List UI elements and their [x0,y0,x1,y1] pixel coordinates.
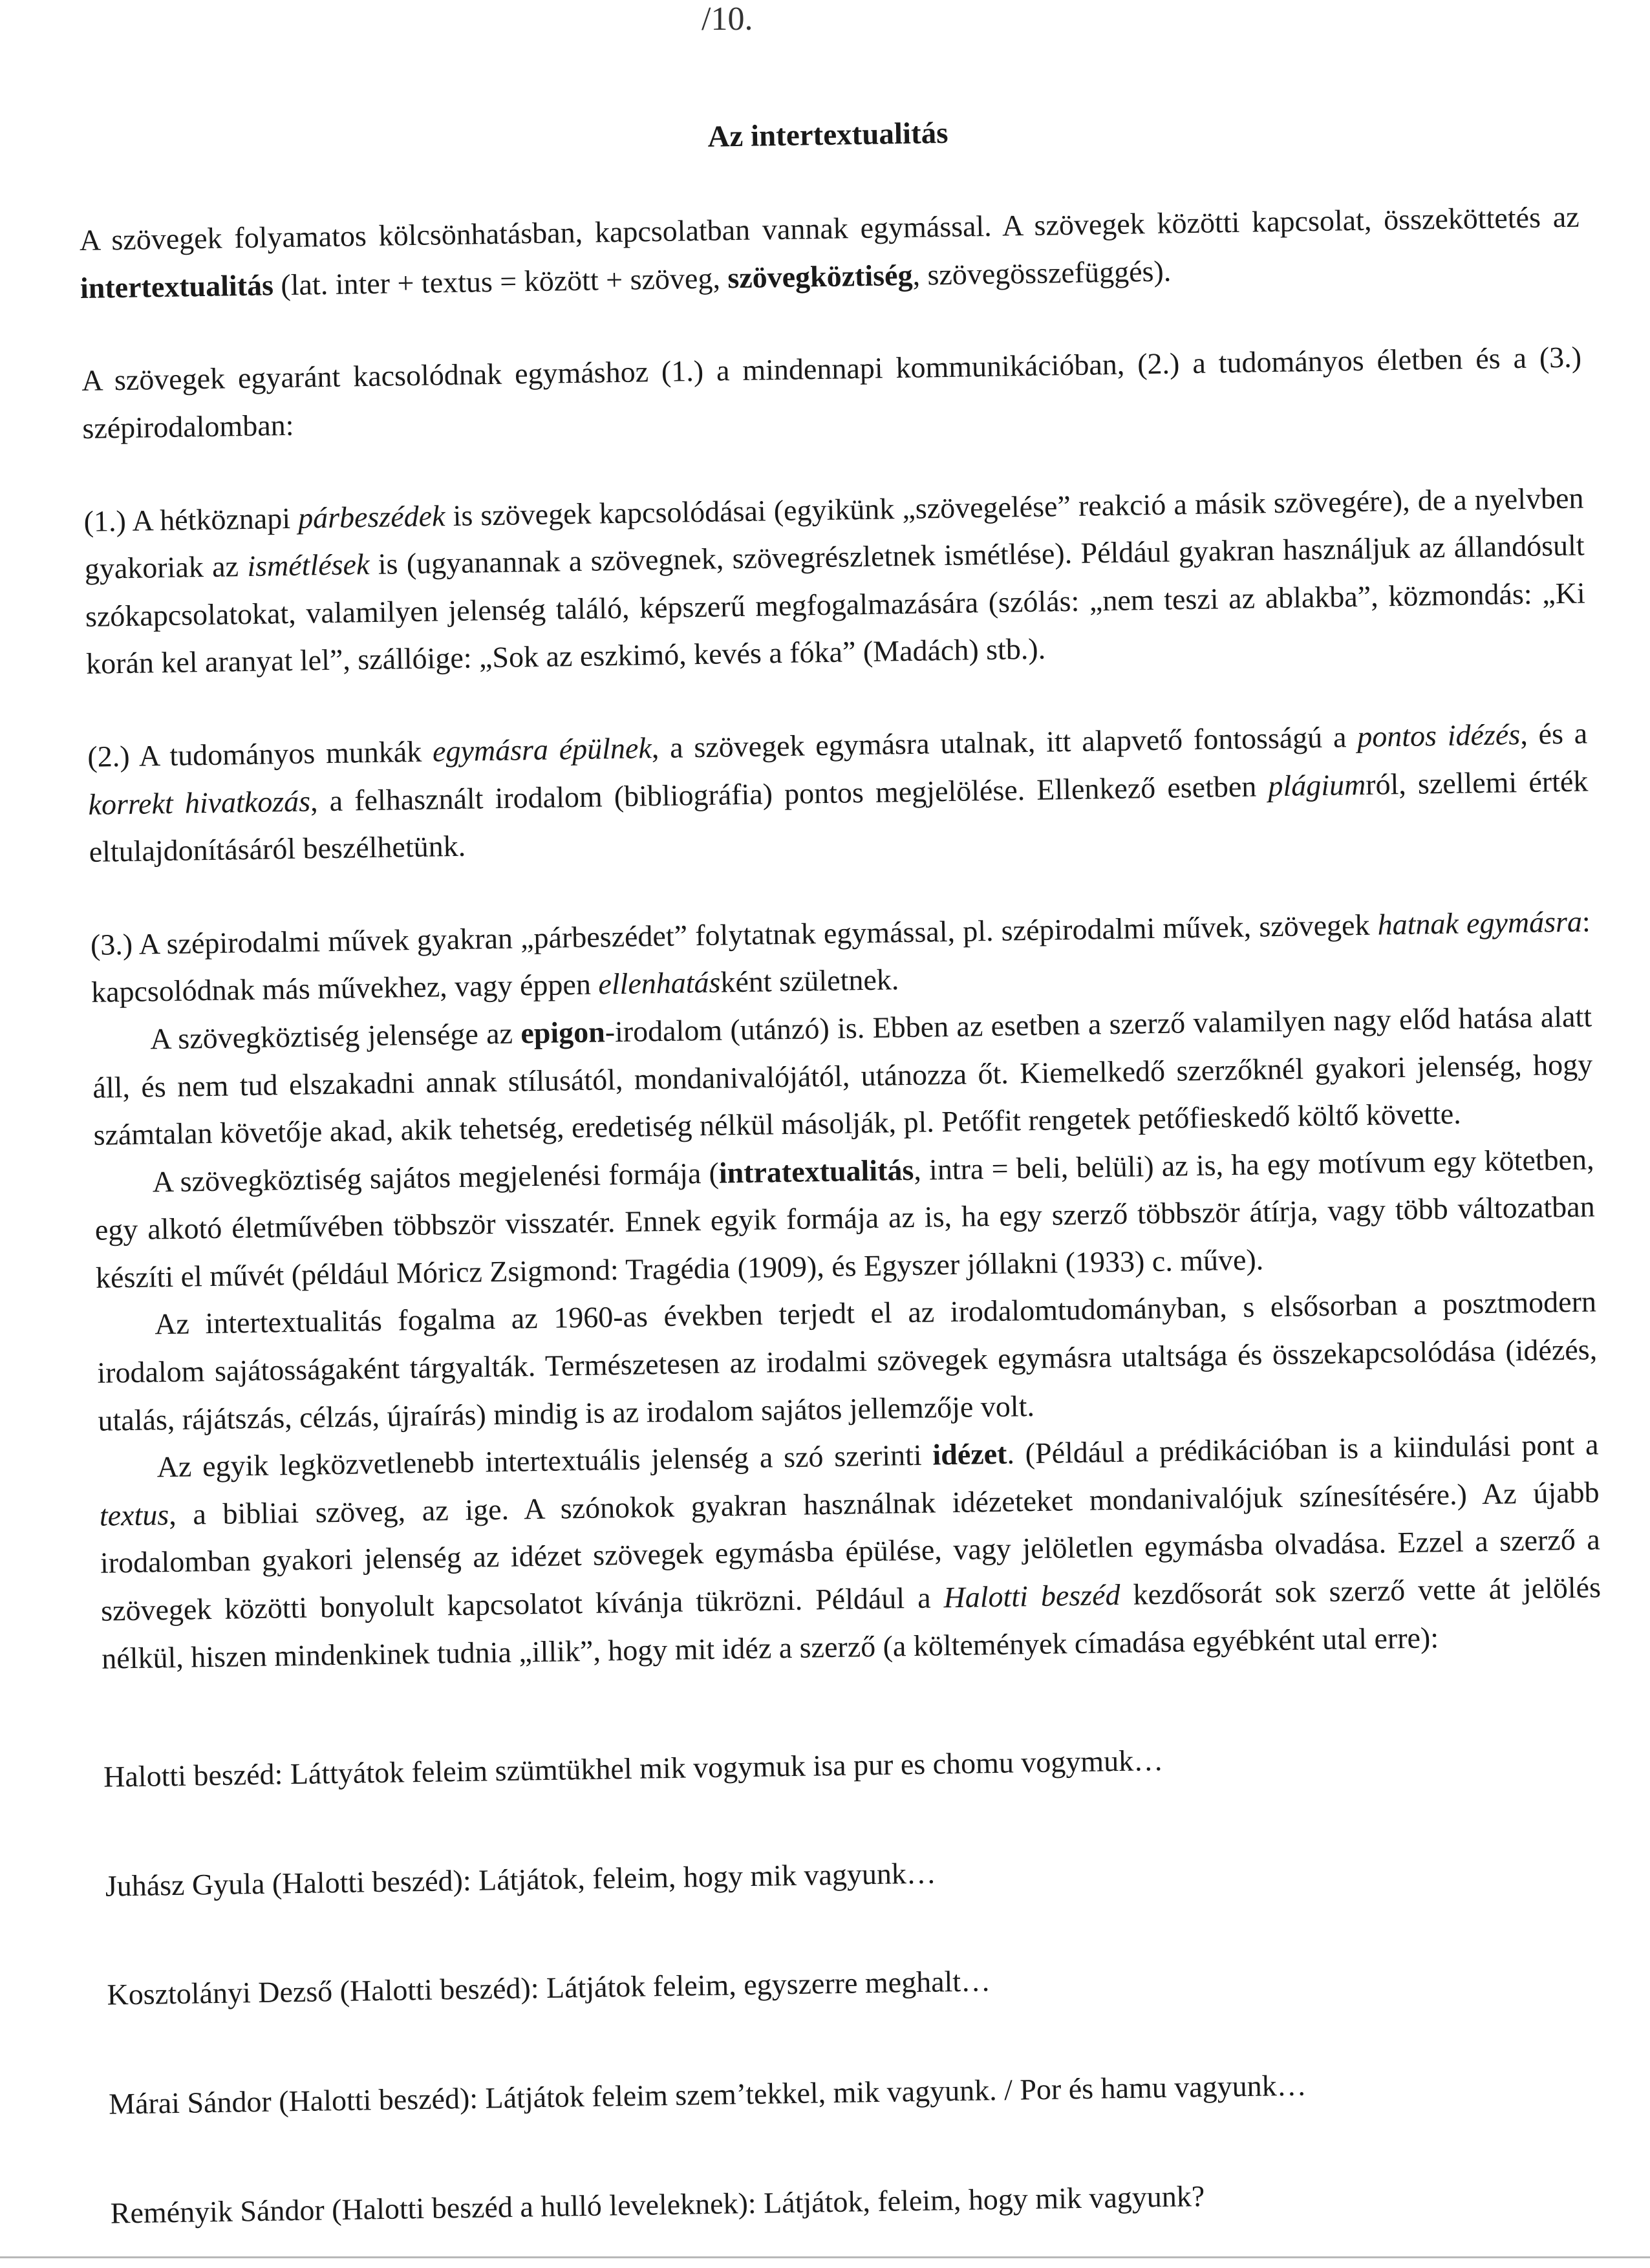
paragraph-intratextuality [94,1135,1596,1301]
quote-line: Márai Sándor (Halotti beszéd): Látjátok feleim szem’tekkel, mik vagyunk. / Por és hamu vagyunk… [108,2068,1307,2121]
italic-term: párbeszédek [297,498,445,535]
text: (lat. inter + textus = között + szöveg, [273,261,728,302]
paragraph-epigon [92,992,1594,1159]
page-title: Az intertextualitás [707,116,948,154]
text: ként születnek. [720,963,899,999]
italic-term: plágium [1268,767,1366,802]
quote-line: Halotti beszéd: Láttyátok feleim szümtükhel mik vogymuk isa pur es chomu vogymuk… [103,1744,1164,1793]
text: (1.) A hétköznapi [83,501,299,538]
italic-term: korrekt hivatkozás [88,784,311,821]
text: Az egyik legközvetlenebb intertextuális jelenség a szó szerinti [156,1438,933,1484]
italic-term: pontos idézés [1356,718,1521,753]
quote-line: Juhász Gyula (Halotti beszéd): Látjátok, feleim, hogy mik vagyunk… [105,1856,937,1903]
text: is szövegek kapcsolódásai (egyikünk „szövegelése” reakció a másik szövegére), de a nyelvben gyakoriak az [84,481,1584,586]
document-body [78,100,1611,2237]
paragraph-science [87,709,1589,875]
handwritten-page-mark: /10. [702,1,753,37]
italic-term: egymásra épülnek [432,731,652,768]
text: -irodalom (utánzó) is. Ebben az esetben a szerző valamilyen nagy előd hatása alatt áll, és nem tud elszakadni annak stílusától, mondanivalójától, utánozza őt. Kiemelkedő szerzőknél gyakori jelenség, hogy számtalan követője akad, akik tehetség, eredetiség nélkül másolják, pl. Petőfit rengetek petőfieskedő költő követte. [92,1000,1593,1151]
bold-term: intertextualitás [80,268,274,305]
text: (2.) A tudományos munkák [87,734,433,773]
quote-line: Reményik Sándor (Halotti beszéd a hulló leveleknek): Látjátok, feleim, hogy mik vagyunk? [110,2179,1205,2230]
text: , a szövegek egymásra utalnak, itt alapvető fontosságú a [651,720,1358,765]
bold-term: szövegköztiség [727,258,913,295]
text: , a bibliai szöveg, az ige. A szónokok gyakran használnak idézeteket mondanivalójuk színesítésére.) Az újabb irodalomban gyakori jelenség az idézet szövegek egymásba épülése, vagy jelöletlen egymásba olvadása. Ezzel a szerző a szövegek közötti bonyolult kapcsolatot kívánja tükrözni. Például a [100,1475,1601,1627]
italic-term: Halotti beszéd [943,1578,1120,1614]
italic-term: hatnak egymásra [1377,904,1583,941]
text: (3.) A szépirodalmi művek gyakran „párbeszédet” folytatnak egymással, pl. szépirodalmi művek, szövegek [90,908,1378,961]
quote-list [103,1729,1611,2236]
text: , és a [1519,716,1588,751]
text: , szövegösszefüggés). [912,254,1172,292]
text: . (Például a prédikációban is a kiindulási pont a [1006,1428,1599,1470]
bold-term: intratextualitás [718,1153,914,1190]
bold-term: epigon [520,1015,606,1050]
text: A szövegek folyamatos kölcsönhatásban, kapcsolatban vannak egymással. A szövegek közötti kapcsolat, összeköttetés az [79,200,1580,257]
text: A szövegköztiség sajátos megjelenési formája ( [152,1156,720,1199]
italic-term: ellenhatás [597,965,721,1001]
quote-line: Kosztolányi Dezső (Halotti beszéd): Látjátok feleim, egyszerre meghalt… [107,1964,991,2012]
paragraph-quotation [98,1421,1602,1682]
scan-edge-divider [0,2256,1650,2258]
italic-term: textus [99,1497,169,1532]
paragraph-history: Az intertextualitás fogalma az 1960-as években terjedt el az irodalomtudományban, s elsősorban a posztmodern irodalom sajátosságaként tárgyalták. Természetesen az irodalmi szövegek egymásra utaltsága és összekapcsolódása (idézés, utalás, rájátszás, célzás, újraírás) mindig is az irodalom sajátos jellemzője volt. [96,1285,1598,1437]
text: : kapcsolódnak más művekhez, vagy éppen [91,904,1591,1009]
text: is (ugyanannak a szövegnek, szövegrészletnek ismétlése). Például gyakran használjuk az állandósult szókapcsolatokat, valamilyen jelenség találó, képszerű megfogalmazására (szólás: „nem teszi az ablakba”, közmondás: „Ki korán kel aranyat lel”, szállóige: „Sok az eszkimó, kevés a fóka” (Madách) stb.). [85,528,1586,681]
paragraph-overview: A szövegek egyaránt kacsolódnak egymáshoz (1.) a mindennapi kommunikációban, (2.) a tudományos életben és a (3.) szépirodalomban: [81,340,1582,445]
text: A szövegköztiség jelensége az [149,1016,521,1056]
text: kezdősorát sok szerző vette át jelölés nélkül, hiszen mindenkinek tudnia „illik”, hogy mit idéz a szerző (a költemények címadása egyébként utal erre): [101,1570,1602,1675]
bold-term: idézet [932,1437,1007,1471]
text: ról, szellemi érték eltulajdonításáról beszélhetünk. [89,764,1589,868]
text: , a felhasznált irodalom (bibliográfia) pontos megjelölése. Ellenkező esetben [310,769,1269,818]
paragraph-intro [79,193,1580,312]
text: , intra = beli, belüli) az is, ha egy motívum egy kötetben, egy alkotó életművében többször visszatér. Ennek egyik formája az is, ha egy szerző többször átírja, vagy több változatban készíti el művét (például Móricz Zsigmond: Tragédia (1909), és Egyszer jóllakni (1933) c. műve). [94,1142,1596,1294]
italic-term: ismétlések [246,548,370,583]
paragraph-everyday [83,474,1586,688]
